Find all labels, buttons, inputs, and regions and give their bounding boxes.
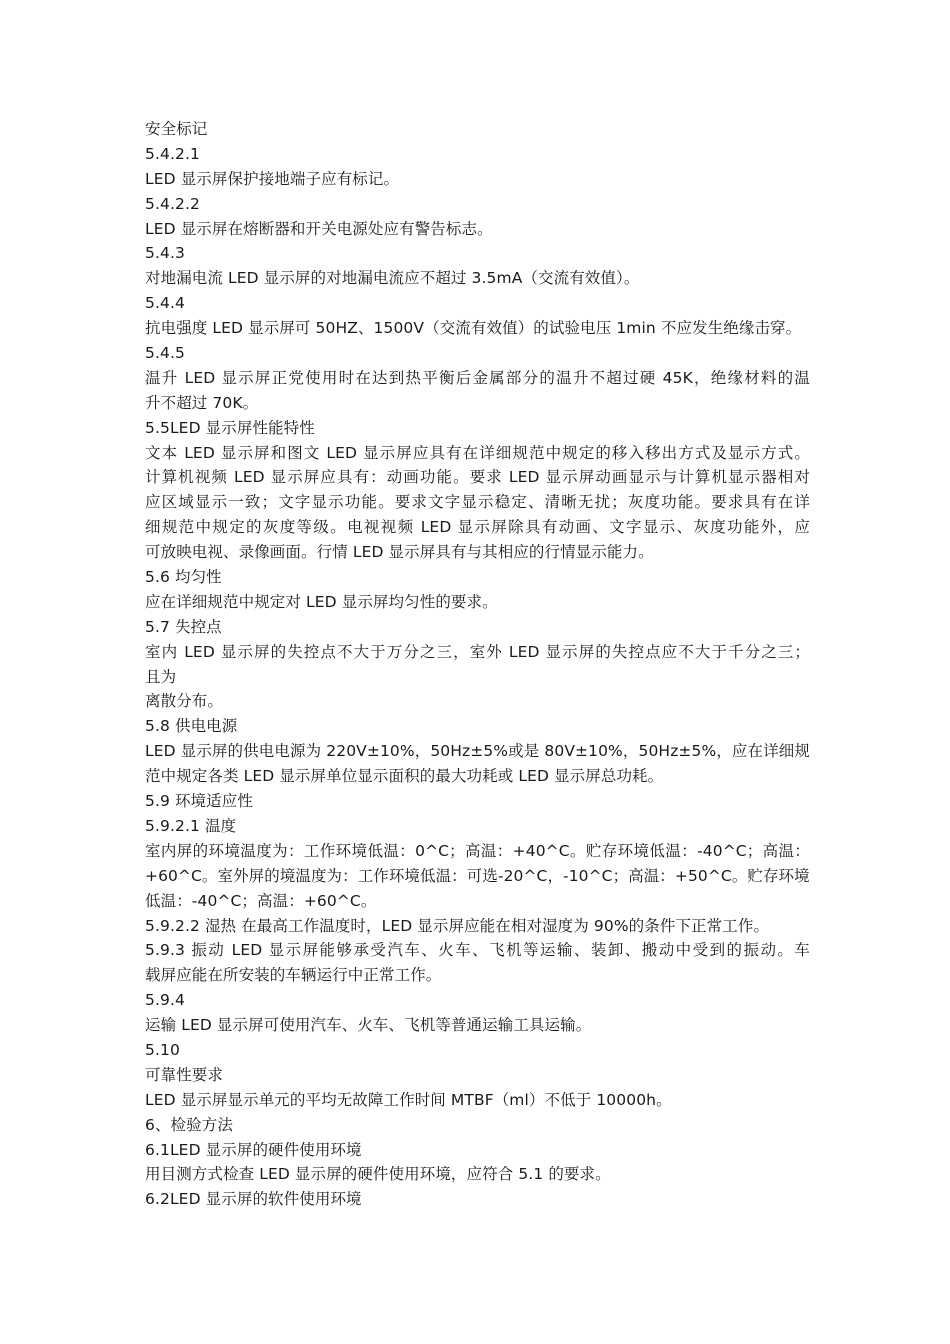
- text-line: 升不超过 70K。: [145, 393, 259, 412]
- text-line: 且为: [145, 667, 177, 686]
- text-line: 室内 LED 显示屏的失控点不大于万分之三，室外 LED 显示屏的失控点应不大于千分之三；: [145, 642, 810, 661]
- text-line: 运输 LED 显示屏可使用汽车、火车、飞机等普通运输工具运输。: [145, 1016, 592, 1035]
- document-body: [145, 117, 810, 1212]
- text-line: 载屏应能在所安装的车辆运行中正常工作。: [145, 966, 442, 985]
- text-line: 可放映电视、录像画面。行情 LED 显示屏具有与其相应的行情显示能力。: [145, 543, 654, 562]
- text-line: 文本 LED 显示屏和图文 LED 显示屏应具有在详细规范中规定的移入移出方式及显示方式。: [145, 443, 810, 462]
- text-line: 应区域显示一致；文字显示功能。要求文字显示稳定、清晰无扰；灰度功能。要求具有在详: [145, 493, 810, 512]
- text-line: LED 显示屏保护接地端子应有标记。: [145, 169, 400, 188]
- text-line: 室内屏的环境温度为：工作环境低温：0^C；高温：+40^C。贮存环境低温：-40^C；高温：: [145, 841, 810, 860]
- text-line: 计算机视频 LED 显示屏应具有：动画功能。要求 LED 显示屏动画显示与计算机显示器相对: [145, 468, 810, 487]
- text-line: 可靠性要求: [145, 1065, 224, 1084]
- text-line: 抗电强度 LED 显示屏可 50HZ、1500V（交流有效值）的试验电压 1min 不应发生绝缘击穿。: [145, 319, 802, 338]
- text-line: 5.9.2.1 温度: [145, 816, 237, 835]
- text-line: 5.9.3 振动 LED 显示屏能够承受汽车、火车、飞机等运输、装卸、搬动中受到的振动。车: [145, 941, 810, 960]
- text-line: 5.8 供电电源: [145, 717, 238, 736]
- text-line: LED 显示屏在熔断器和开关电源处应有警告标志。: [145, 219, 493, 238]
- text-line: 离散分布。: [145, 692, 224, 711]
- text-line: 5.4.4: [145, 294, 185, 313]
- text-line: 5.9.2.2 湿热 在最高工作温度时，LED 显示屏应能在相对湿度为 90%的条件下正常工作。: [145, 916, 770, 935]
- text-line: +60^C。室外屏的境温度为：工作环境低温：可选-20^C，-10^C；高温：+50^C。贮存环境: [145, 866, 810, 885]
- text-line: 温升 LED 显示屏正党使用时在达到热平衡后金属部分的温升不超过硬 45K，绝缘材料的温: [145, 368, 810, 387]
- text-line: 5.4.2.2: [145, 194, 200, 213]
- text-line: 对地漏电流 LED 显示屏的对地漏电流应不超过 3.5mA（交流有效值）。: [145, 269, 640, 288]
- text-line: 细规范中规定的灰度等级。电视视频 LED 显示屏除具有动画、文字显示、灰度功能外，应: [145, 518, 810, 537]
- text-line: LED 显示屏显示单元的平均无故障工作时间 MTBF（ml）不低于 10000h。: [145, 1090, 672, 1109]
- text-line: 5.6 均匀性: [145, 568, 222, 587]
- text-line: 5.4.3: [145, 244, 185, 263]
- text-line: 安全标记: [145, 120, 208, 138]
- text-line: 5.4.5: [145, 344, 185, 363]
- text-line: 5.7 失控点: [145, 617, 222, 636]
- text-line: 范中规定各类 LED 显示屏单位显示面积的最大功耗或 LED 显示屏总功耗。: [145, 767, 664, 786]
- text-line: 6.2LED 显示屏的软件使用环境: [145, 1190, 362, 1209]
- text-line: 5.9.4: [145, 991, 185, 1010]
- text-line: 5.9 环境适应性: [145, 792, 253, 811]
- text-line: 5.10: [145, 1040, 180, 1059]
- text-line: 6、检验方法: [145, 1115, 233, 1134]
- text-line: 5.5LED 显示屏性能特性: [145, 418, 315, 437]
- text-line: 用目测方式检查 LED 显示屏的硬件使用环境，应符合 5.1 的要求。: [145, 1165, 611, 1184]
- text-line: 5.4.2.1: [145, 144, 200, 163]
- text-line: LED 显示屏的供电电源为 220V±10%，50Hz±5%或是 80V±10%，50Hz±5%，应在详细规: [145, 742, 810, 761]
- text-line: 应在详细规范中规定对 LED 显示屏均匀性的要求。: [145, 592, 498, 611]
- text-line: 6.1LED 显示屏的硬件使用环境: [145, 1140, 362, 1159]
- text-line: 低温：-40^C；高温：+60^C。: [145, 891, 377, 910]
